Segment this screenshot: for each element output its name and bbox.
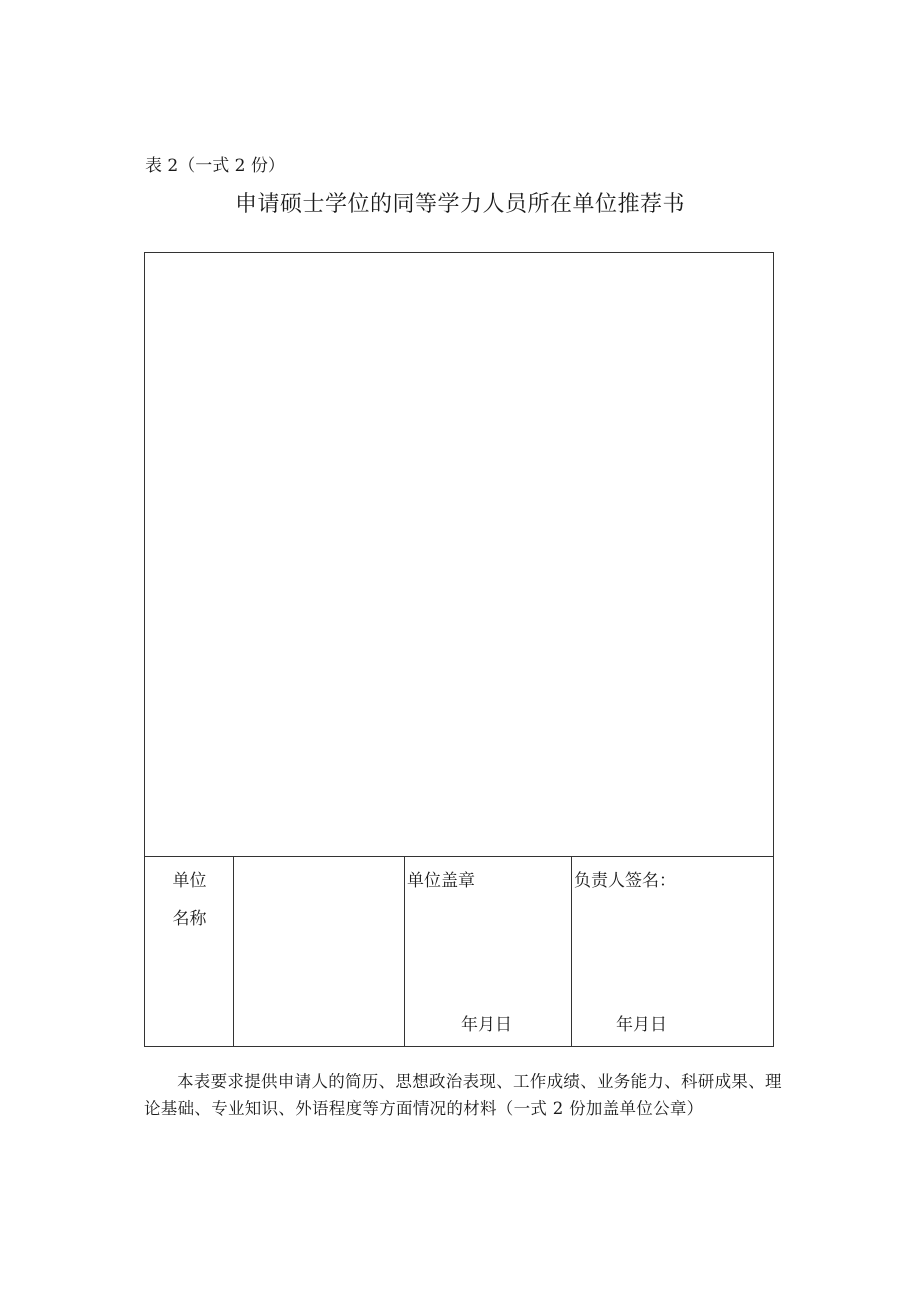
signature-cell[interactable] [571, 857, 773, 1046]
document-title: 申请硕士学位的同等学力人员所在单位推荐书 [234, 192, 685, 217]
table-label: 表 2（一式 2 份） [145, 156, 285, 176]
unit-seal-cell[interactable] [404, 857, 571, 1046]
unit-name-label-line1: 单位 [172, 871, 207, 891]
unit-seal-date: 年月日 [461, 1015, 512, 1035]
recommendation-content-area[interactable] [145, 253, 773, 857]
signature-label: 负责人签名： [574, 871, 676, 891]
unit-name-label-cell [145, 857, 234, 1046]
signature-date: 年月日 [616, 1015, 667, 1035]
unit-name-value-cell[interactable] [234, 857, 404, 1046]
unit-name-label-line2: 名称 [172, 909, 207, 929]
unit-seal-label: 单位盖章 [407, 871, 475, 891]
recommendation-form [144, 252, 774, 1047]
instruction-note: 本表要求提供申请人的简历、思想政治表现、工作成绩、业务能力、科研成果、理论基础、专业知识、外语程度等方面情况的材料（一式 2 份加盖单位公章） [144, 1072, 782, 1118]
